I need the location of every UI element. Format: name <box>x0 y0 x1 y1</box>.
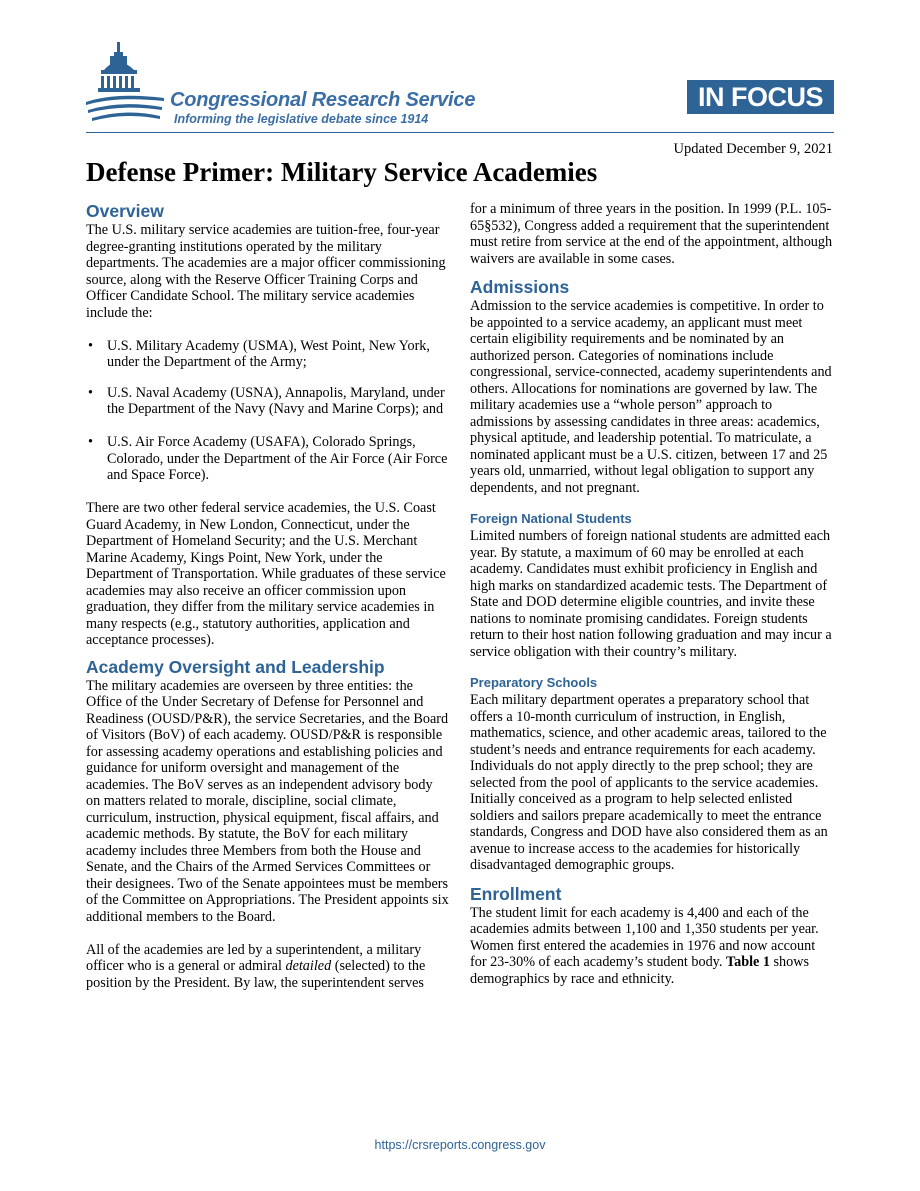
updated-date: Updated December 9, 2021 <box>673 141 833 157</box>
list-item: • U.S. Naval Academy (USNA), Annapolis, Maryland, under the Department of the Navy (Navy and Marine Corps); and <box>86 385 450 418</box>
admissions-paragraph: Admission to the service academies is competitive. In order to be appointed to a service academy, an applicant must meet certain eligibility requirements and be nominated by an authorized person. Categories of nominations include congressional, service-connected, academy superintendents and others. Allocations for nominations are governed by law. The military academies use a “whole person” approach to admissions by assessing candidates in three areas: academics, physical aptitude, and leadership potential. To matriculate, a nominated applicant must be a U.S. citizen, between 17 and 25 years old, unmarried, without legal obligation to support any dependents, and not pregnant. <box>470 298 832 496</box>
prep-schools-paragraph: Each military department operates a preparatory school that offers a 10-month curriculum of instruction, in English, mathematics, science, and other academic areas, tailored to the student’s needs and entrance requirements for each academy. Individuals do not apply directly to the prep school; they are selected from the pool of applicants to the service academies. Initially conceived as a program to help selected enlisted soldiers and sailors prepare academically to meet the entrance standards, Congress and DOD have also considered them as an avenue to increase access to the academies for historically disadvantaged demographic groups. <box>470 692 828 873</box>
admissions-heading: Admissions <box>470 277 570 297</box>
capitol-dome-icon <box>86 40 166 132</box>
foreign-students-heading: Foreign National Students <box>470 511 632 526</box>
enrollment-paragraph: The student limit for each academy is 4,400 and each of the academies admits between 1,100 and 1,350 students per year. Women first entered the academies in 1976 and now account for 23-30% of each academy’s student body. Table 1 shows demographics by race and ethnicity. <box>470 904 819 987</box>
oversight-heading: Academy Oversight and Leadership <box>86 656 385 677</box>
list-item: • U.S. Military Academy (USMA), West Point, New York, under the Department of the Army; <box>86 338 450 371</box>
right-column <box>470 201 834 987</box>
crs-logo <box>86 40 506 132</box>
list-item: • U.S. Air Force Academy (USAFA), Colorado Springs, Colorado, under the Department of the Air Force (Air Force and Space Force). <box>86 434 450 484</box>
oversight-paragraph-2: All of the academies are led by a superintendent, a military officer who is a general or admiral detailed (selected) to the position by the President. By law, the superintendent serves <box>86 941 426 991</box>
overview-heading: Overview <box>86 201 164 221</box>
continued-paragraph: for a minimum of three years in the position. In 1999 (P.L. 105-65§532), Congress added a requirement that the superintendent must retire from service at the end of the appointment, although waivers are available in some cases. <box>470 201 833 267</box>
academy-list <box>86 338 450 484</box>
enrollment-heading: Enrollment <box>470 883 562 904</box>
header-divider <box>86 132 834 133</box>
left-column <box>86 201 450 991</box>
footer-url[interactable]: https://crsreports.congress.gov <box>374 1138 546 1152</box>
org-name: Congressional Research Service <box>170 89 476 111</box>
oversight-paragraph: The military academies are overseen by three entities: the Office of the Under Secretary of Defense for Personnel and Readiness (OUSD/P&R), the service Secretaries, and the Board of Visitors (BoV) of each academy. OUSD/P&R is responsible for assessing academy operations and establishing policies and guidance for uniform oversight and management of the academies. The BoV serves as an independent advisory body on matters related to morale, discipline, social climate, curriculum, instruction, physical equipment, fiscal affairs, and academic methods. By statute, the BoV for each military academy includes three Members from both the House and Senate, and the Chairs of the Armed Services Committees or their designees. Two of the Senate appointees must be members of the Committee on Appropriations. The President appoints six additional members to the Board. <box>86 677 449 925</box>
overview-paragraph: The U.S. military service academies are tuition-free, four-year degree-granting institutions operated by the military departments. The academies are a major officer commissioning source, along with the Reserve Officer Training Corps and Officer Candidate School. The military service academies include the: <box>86 222 446 321</box>
org-tagline: Informing the legislative debate since 1914 <box>174 112 429 126</box>
page-title: Defense Primer: Military Service Academies <box>86 157 598 187</box>
foreign-students-paragraph: Limited numbers of foreign national students are admitted each year. By statute, a maximum of 60 may be enrolled at each academy. Candidates must exhibit proficiency in English and high marks on standardized academic tests. The Department of State and DOD determine eligible countries, and invite these nations to nominate promising candidates. Foreign students return to their host nation following graduation and may incur a service obligation with their country’s military. <box>470 528 832 660</box>
prep-schools-heading: Preparatory Schools <box>470 675 598 690</box>
in-focus-badge: IN FOCUS <box>687 80 834 114</box>
overview-paragraph-2: There are two other federal service academies, the U.S. Coast Guard Academy, in New London, Connecticut, under the Department of Homeland Security; and the U.S. Merchant Marine Academy, Kings Point, New York, under the Department of Transportation. While graduates of these service academies may also receive an officer commission upon graduation, they differ from the military service academies in many respects (e.g., statutory authorities, application and acceptance processes). <box>86 500 446 648</box>
